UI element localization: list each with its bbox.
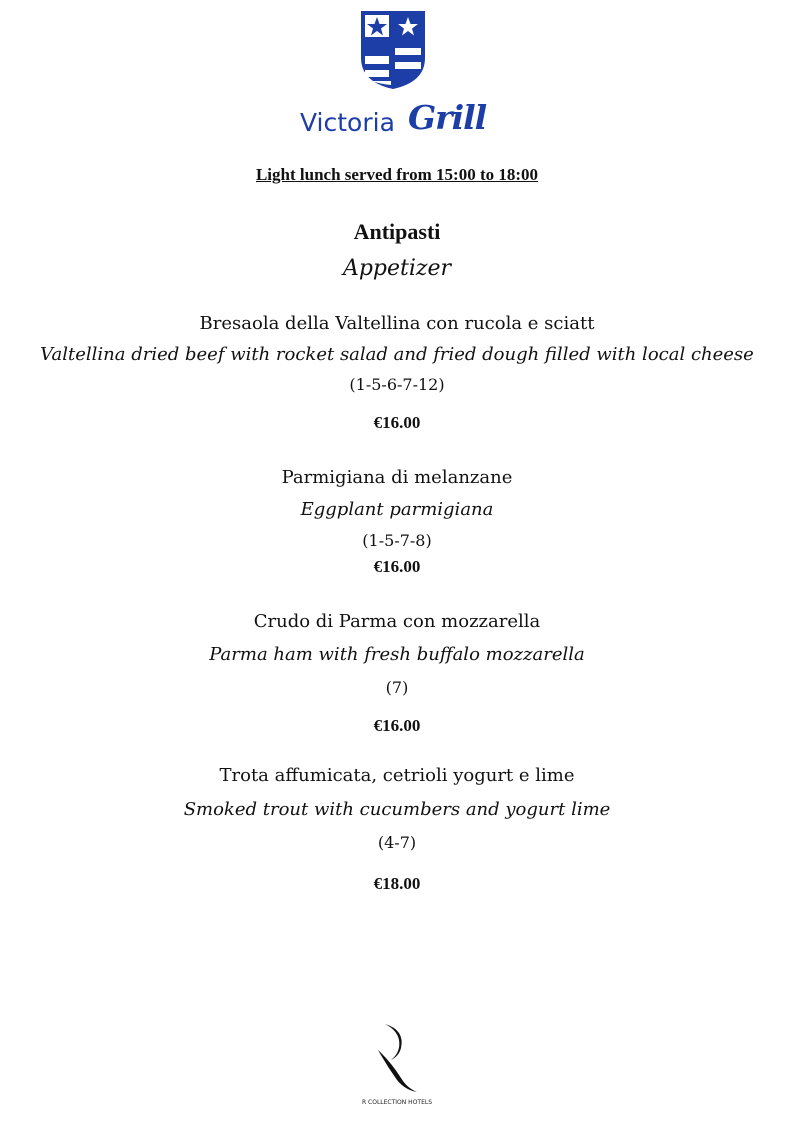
brand-logo [300, 100, 490, 142]
item-price: €16.00 [373, 716, 421, 735]
item-italian-name: Parmigiana di melanzane [281, 467, 513, 488]
section-title: Antipasti [353, 219, 441, 244]
item-allergens: (4-7) [377, 833, 417, 852]
item-price: €16.00 [373, 413, 421, 432]
brand-name-grill: Grill [408, 98, 487, 137]
item-english-name: Eggplant parmigiana [300, 499, 494, 520]
item-italian-name: Crudo di Parma con mozzarella [253, 611, 541, 632]
brand-name-victoria: Victoria [300, 108, 395, 137]
item-allergens: (1-5-7-8) [362, 531, 432, 550]
item-english-name: Smoked trout with cucumbers and yogurt lime [183, 799, 611, 820]
item-price: €16.00 [373, 557, 421, 576]
item-italian-name: Trota affumicata, cetrioli yogurt e lime [219, 765, 575, 786]
service-hours: Light lunch served from 15:00 to 18:00 [255, 165, 539, 184]
item-english-name: Parma ham with fresh buffalo mozzarella [209, 644, 585, 665]
item-allergens: (7) [385, 678, 409, 697]
shield-logo-icon [360, 10, 426, 90]
item-price: €18.00 [373, 874, 421, 893]
item-italian-name: Bresaola della Valtellina con rucola e sciatt [199, 313, 595, 334]
r-collection-logo-text: R COLLECTION HOTELS [361, 1099, 433, 1106]
r-collection-logo-icon [375, 1022, 421, 1094]
item-allergens: (1-5-6-7-12) [349, 375, 445, 394]
section-subtitle: Appetizer [342, 256, 452, 281]
item-english-name: Valtellina dried beef with rocket salad and fried dough filled with local cheese [40, 344, 754, 365]
